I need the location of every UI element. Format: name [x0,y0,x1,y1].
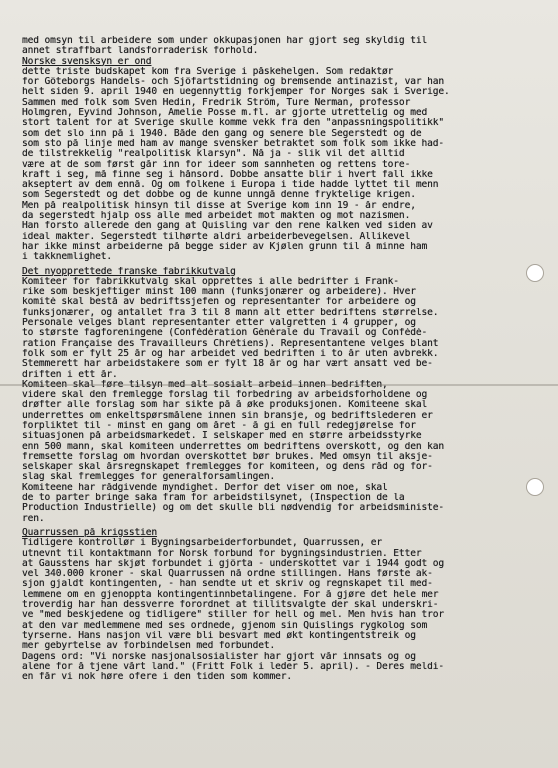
text-line: selskaper skal årsregnskapet fremlegges for komiteen, og dens råd og for- [22,462,433,473]
text-line: i takknemlighet. [22,252,113,263]
text-line: som Segerstedt og det dobbe og de kunne unngå denne fryktelige krigen. [22,190,416,201]
text-line: akseptert av dem ennå. Og om folkene i Europa i tide hadde lyttet til menn [22,180,439,191]
text-line: driften i ett år. [22,369,118,380]
text-line: alene for å tjene vårt land." (Fritt Folk i leder 5. april). - Deres meldi- [22,661,444,672]
text-line: ve "med beskjedene og tidligere" stiller for hell og mel. Men hvis han tror [22,610,444,621]
text-line: Holmgren, Eyvind Johnson, Amelie Posse m.fl. ar gjorte utrettelig og med [22,108,428,119]
text-line: rike som beskjeftiger minst 100 mann (funksjonærer og arbeidere). Hver [22,287,416,298]
text-line: da segerstedt hjalp oss alle med arbeidet mot makten og mot nazismen. [22,211,411,222]
text-line: Tidligere kontrollør i Bygningsarbeiderforbundet, Quarrussen, er [22,538,383,549]
text-line: kraft i seg, må finne seg i hånsord. Dobbe ansatte blir i hvert fall ikke [22,169,433,180]
text-line: dette triste budskapet kom fra Sverige i påskehelgen. Som redaktør [22,66,394,77]
text-line: annet straffbart landsforraderisk forhold. [22,46,259,57]
text-line: videre skal den fremlegge forslag til forbedring av arbeidsforholdene og [22,390,428,401]
text-line: slag skal fremlegges for generalforsamlingen. [22,472,276,483]
text-line: ration Française des Travailleurs Chrétiens). Representantene velges blant [22,338,439,349]
section-body [22,67,528,263]
text-line: med omsyn til arbeidere som under okkupasjonen har gjort seg skyldig til [22,36,428,46]
text-line: som sto på linje med ham av mange svensker betraktet som folk som ikke had- [22,138,444,149]
text-line: mer gebyrtelse av forbindelsen med forbundet. [22,641,276,652]
text-line: tyrserne. Hans nasjon vil være bli besvart med økt kontingentstreik og [22,630,416,641]
text-line: de to parter bringe saka fram for arbeidstilsynet, (Inspection de la [22,493,405,504]
punch-hole-lower [526,478,544,496]
text-line: fremsette forslag om hvordan overskottet bør brukes. Med omsyn til aksje- [22,451,433,462]
text-line: forpliktet til - minst en gang om året - å gi en full redegjørelse for [22,420,416,431]
text-line: underrettes om enkeltspørsmålene innen sin bransje, og bedriftslederen er [22,410,433,421]
section-body [22,277,528,524]
text-line: som det slo inn på i 1940. Både den gang og senere ble Segerstedt og de [22,128,422,139]
paper-fold-crease [0,384,558,386]
text-line: Men på realpolitisk hinsyn til disse at Sverige kom inn 19 - år endre, [22,200,416,211]
text-line: har ikke minst arbeiderne på begge sider av Kjølen grunn til å minne ham [22,241,428,252]
text-line: Stemmerett har arbeidstakere som er fylt 18 år og har vært ansatt ved be- [22,359,433,370]
text-line: at den var medlemmene med ses ordnede, gjenom sin Quislings rygkolog som [22,620,428,631]
text-line: Production Industrielle) og om det skulle bli nødvendig for arbeidsministe- [22,503,444,514]
text-line: folk som er fylt 25 år og har arbeidet ved bedriften i to år uten avbrekk. [22,348,439,359]
text-line: troverdig har han dessverre forordnet at tillitsvalgte der skal underskri- [22,600,439,611]
text-line: ideal makter. Segerstedt tilhørte aldri arbeiderbevegelsen. Allikevel [22,231,411,242]
text-line: de tilstrekkelig "realpolitisk klarsyn". Nå ja - slik vil det alltid [22,149,405,160]
text-line: utnevnt til kontaktmann for Norsk forbund for bygningsindustrien. Etter [22,548,422,559]
section-quarrussen [22,528,528,682]
text-line: for Göteborgs Handels- och Sjöfartstidning og bremsende antinazist, var han [22,77,444,88]
text-line: stort talent for at Sverige skulle komme vekk fra den "anpassningspolitikk" [22,118,444,129]
text-line: sjon gjaldt kontingenten, - han sendte ut et skriv og regnskapet til med- [22,579,433,590]
text-line: at Gausstens har skjøt forbundet i gjörta - underskottet var i 1944 godt og [22,558,444,569]
section-segerstedt [22,57,528,263]
intro-paragraph [22,36,528,57]
text-line: drøfter alle forslag som har sikte på å øke produksjonen. Komiteene skal [22,400,428,411]
section-heading: Quarrussen på krigsstien [22,527,158,538]
section-heading: Det nyopprettede franske fabrikkutvalg [22,266,236,277]
text-line: Sammen med folk som Sven Hedin, Fredrik Ström, Ture Nerman, professor [22,97,411,108]
text-line: helt siden 9. april 1940 en uegennyttig forkjemper for Norges sak i Sverige. [22,87,450,98]
text-line: Personale velges blant representanter etter valgretten i 4 grupper, og [22,318,416,329]
text-line: situasjonen på arbeidsmarkedet. I selskaper med en større arbeidsstyrke [22,431,422,442]
text-line: lemmene om en gjenoppta kontingentinnbetalingene. For å gjøre det hele mer [22,589,439,600]
section-body [22,538,528,682]
text-line: være at de som først går inn for ideer som sannheten og rettens tore- [22,159,411,170]
text-line: enn 500 mann, skal komiteen underrettes om bedriftens overskott, og den kan [22,441,444,452]
text-line: to største fagforeningene (Confédération Générale du Travail og Confédé- [22,328,428,339]
section-fabrikkutvalg [22,267,528,524]
text-line: en får vi nok høre ofere i den tiden som kommer. [22,672,293,683]
text-line: Komiteene har rådgivende myndighet. Derfor det viser om noe, skal [22,482,388,493]
text-line: ren. [22,513,45,524]
text-line: Komiteen skal føre tilsyn med alt sosialt arbeid innen bedriften, [22,379,388,390]
document-body [22,36,528,682]
text-line: vel 340.000 kroner - skal Quarrussen nå ordne stillingen. Hans første ak- [22,569,433,580]
text-line: Han forsto allerede den gang at Quisling var den rene kalken ved siden av [22,221,433,232]
text-line: Dagens ord: "Vi norske nasjonalsosialister har gjort vår innsats og og [22,651,416,662]
punch-hole-upper [526,264,544,282]
text-line: funksjonærer, og antallet fra 3 til 8 mann alt etter bedriftens størrelse. [22,307,439,318]
section-heading: Norske svensksyn er ond [22,56,152,67]
text-line: Komiteer for fabrikkutvalg skal opprettes i alle bedrifter i Frank- [22,276,399,287]
text-line: komité skal bestå av bedriftssjefen og representanter for arbeidere og [22,297,416,308]
